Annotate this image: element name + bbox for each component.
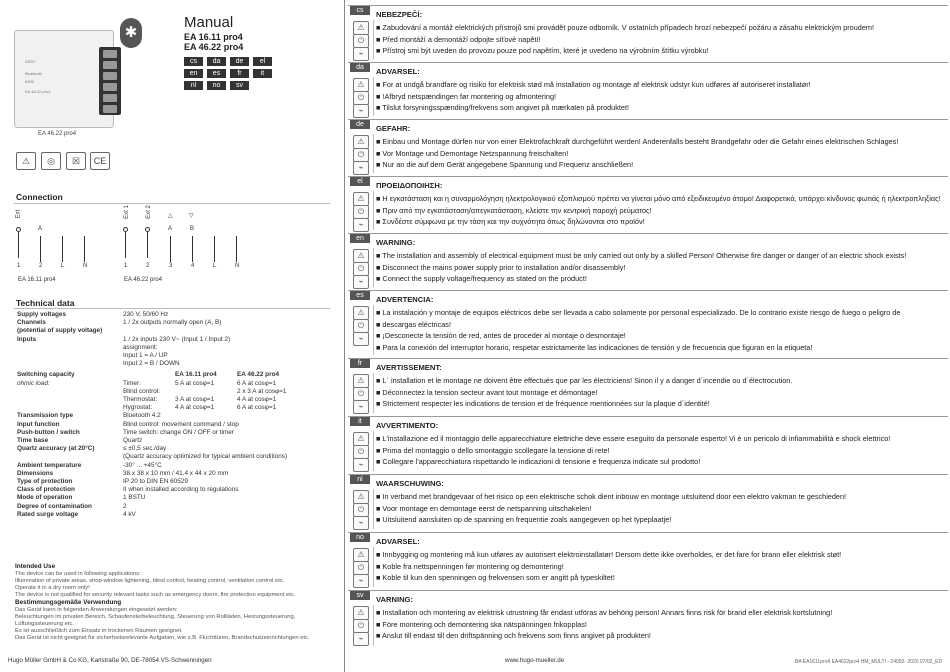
lang-tag: es xyxy=(207,69,226,78)
warning-line: ■ Einbau und Montage dürfen nur von einer Elektrofachkraft durchgeführt werden! Anderenfalls besteht Brandgefahr oder die Gefahr eines elektrischen Schlages! xyxy=(376,137,899,146)
warning-line: ■ Voor montage en demontage eerst de netspanning uitschakelen! xyxy=(376,503,592,513)
warning-line: ■ Para la conexión del interruptor horario, respetar estrictamente las indicaciones de tensión y de frecuencia que figuran en la etiqueta! xyxy=(376,342,813,352)
warning-line: ■ Installation och montering av elektrisk utrustning får endast utföras av behörig person! Annars finns risk för brand eller elektrisk kortslutning! xyxy=(376,608,833,617)
warning-line: ■ Anslut till endast till den driftspänning och frekvens som finns angivet på produkten! xyxy=(376,631,651,640)
device-label-bluetooth: Bluetooth xyxy=(25,71,42,76)
warning-line: ■ Före montering och demontering ska nätspänningen frikopplas! xyxy=(376,619,587,629)
warning-icon: ⚠ xyxy=(353,192,369,206)
warning-line: ■ Strictement respecter les indications de tension et de fréquence mentionnées sur la plaque d´identité! xyxy=(376,399,710,408)
lang-tag: no xyxy=(207,81,226,90)
unplug-icon: ⏻ xyxy=(353,445,369,459)
lang-tag: da xyxy=(207,57,226,66)
technical-data-title: Technical data xyxy=(16,298,75,308)
tech-row: Class of protection II when installed according to regulations xyxy=(17,486,239,494)
warning-title: NEBEZPEČÍ: xyxy=(376,10,422,19)
device-label-assi: ASSI xyxy=(25,79,35,84)
warning-line: ■ Uitsluitend aansluiten op de spanning en frequentie zoals aangegeven op het typeplaatje! xyxy=(376,515,672,524)
wire-label-ext2: Ext 2 xyxy=(145,205,152,219)
language-tag: de xyxy=(350,120,370,129)
wire-label-ext: Ext xyxy=(15,209,22,219)
tech-row: Dimensions 38 x 38 x 10 mm / 41.4 x 44 x 20 mm xyxy=(17,469,229,477)
approval-icon: ◎ xyxy=(41,152,61,170)
lang-tag: de xyxy=(230,57,249,66)
warning-section-sv xyxy=(348,590,948,649)
voltage-icon: ⌁ xyxy=(353,458,369,472)
section-divider xyxy=(373,191,374,230)
warning-line: ■ Vor Montage und Demontage Netzspannung freischalten! xyxy=(376,148,569,158)
device-label-model: EA 46.22 pro4 xyxy=(25,89,51,94)
warning-line: ■ Déconnectez la tension secteur avant tout montage et démontage! xyxy=(376,387,598,397)
tech-row: assignment: xyxy=(123,343,158,351)
unplug-icon: ⏻ xyxy=(353,319,369,333)
warning-line: ■ L'installazione ed il montaggio delle apparecchiature elettriche deve essere eseguito da personale esperto! Vi è un pericolo di infiammabilità e shock elettrico! xyxy=(376,434,891,443)
tech-row: Input function Blind control: movement command / stop xyxy=(17,420,239,428)
warning-icon: ⚠ xyxy=(353,432,369,446)
warning-line: ■ Tilslut forsyningsspænding/frekvens som angivet på mærkaten på produktet! xyxy=(376,103,630,112)
wire-label-b: B xyxy=(190,226,195,232)
switching-header: Switching capacity EA 16.11 pro4 EA 46.22 pro4 xyxy=(17,371,280,379)
warning-section-el xyxy=(348,176,948,233)
voltage-icon: ⌁ xyxy=(353,400,369,414)
terminal-num: 1 xyxy=(17,263,21,269)
tech-row: Inputs 1 / 2x inputs 230 V~ (Input 1 / Input 2) xyxy=(17,335,231,343)
warning-line: ■ La instalación y montaje de equipos eléctricos debe ser llevada a cabo solamente por personal especializado. De lo contrario existe riesgo de fuego o peligro de xyxy=(376,308,901,317)
unplug-icon: ⏻ xyxy=(353,619,369,633)
warning-section-cs xyxy=(348,5,948,62)
voltage-icon: ⌁ xyxy=(353,516,369,530)
wire-label-a: A xyxy=(168,226,173,232)
voltage-icon: ⌁ xyxy=(353,574,369,588)
unplug-icon: ⏻ xyxy=(353,503,369,517)
lang-tag: fr xyxy=(230,69,249,78)
left-column xyxy=(0,0,345,672)
section-divider xyxy=(373,431,374,471)
warning-section-fr xyxy=(348,358,948,416)
warning-title: AVVERTIMENTO: xyxy=(376,421,439,430)
language-tag: fr xyxy=(350,359,370,368)
language-tag: cs xyxy=(350,6,370,15)
wire-label-a: A xyxy=(38,226,43,232)
switching-row: Thermostat: 3 A at cosφ=1 4 A at cosφ=1 xyxy=(123,396,277,404)
tech-row: Time base Quartz xyxy=(17,437,143,445)
warning-line: ■ Collegare l'apparecchiatura rispettando le indicazioni di tensione e frequenza indicate sul prodotto! xyxy=(376,457,701,466)
warning-icon: ⚠ xyxy=(353,135,369,149)
unplug-icon: ⏻ xyxy=(353,561,369,575)
warning-line: ■ Innbygging og montering må kun utføres av autorisert elektroinstallatør! Dersom dette ikke overholdes, er det fare for brann eller elektrisk støt! xyxy=(376,550,842,559)
warning-icon: ⚠ xyxy=(353,249,369,263)
language-tag: sv xyxy=(350,591,370,600)
device-label-voltage: 230V~ xyxy=(25,59,37,64)
voltage-icon: ⌁ xyxy=(353,104,369,118)
tech-row: Rated surge voltage 4 kV xyxy=(17,510,136,518)
intended-use-de-title: Bestimmungsgemäße Verwendung xyxy=(15,599,122,606)
terminal-num: L xyxy=(213,263,217,269)
model-1: EA 16.11 pro4 xyxy=(184,32,243,42)
warning-icon: ⚠ xyxy=(16,152,36,170)
unplug-icon: ⏻ xyxy=(353,387,369,401)
warning-section-nl xyxy=(348,474,948,532)
warning-icon: ⚠ xyxy=(353,78,369,92)
warning-line: ■ Přístroj smi být uveden do provozu pouze pod napětím, které je uvedeno na výrobním štítku výrobku! xyxy=(376,46,709,55)
tech-row: Channels 1 / 2x outputs normally open (A, B) xyxy=(17,319,222,327)
lang-tag: sv xyxy=(230,81,249,90)
warning-icon: ⚠ xyxy=(353,374,369,388)
lang-tag: it xyxy=(253,69,272,78)
warning-title: ADVARSEL: xyxy=(376,67,420,76)
warning-line: ■ Prima del montaggio o dello smontaggio scollegare la tensione di rete! xyxy=(376,445,610,455)
document-code: BA EA1611pro4 EA4622pro4 HM_MULTI - 24092- 2020.07/02_ED xyxy=(795,659,943,665)
warning-title: ΠΡΟΕΙΔΟΠΟΙΗΣΗ: xyxy=(376,181,443,190)
unplug-icon: ⏻ xyxy=(353,34,369,48)
warning-section-it xyxy=(348,416,948,474)
voltage-icon: ⌁ xyxy=(353,218,369,232)
tech-row: Ambient temperature -30° ... +45°C xyxy=(17,461,162,469)
right-column xyxy=(346,0,950,672)
down-arrow-icon: ▽ xyxy=(189,213,194,219)
warning-line: ■ Συνδέστε σύμφωνα με την τάση και την συχνότητα όπως δηλώνονται στο προϊόν! xyxy=(376,217,645,226)
section-divider xyxy=(373,134,374,173)
page-title: Manual xyxy=(184,14,234,31)
warning-line: ■ For at undgå brandfare og risiko for elektrisk stød må installation og montage af elektrisk udstyr kun udføres af autoriseret installatør! xyxy=(376,80,811,89)
tech-row: Transmission type Bluetooth 4.2 xyxy=(17,412,161,420)
switching-row: ohmic load: Timer: 5 A at cosφ=1 6 A at cosφ=1 xyxy=(17,379,277,387)
voltage-icon: ⌁ xyxy=(353,632,369,646)
warning-line: ■ Koble til kun den spenningen og frekvensen som er angitt på typeskiltet! xyxy=(376,573,615,582)
tech-row: Push-button / switch Time switch: change ON / OFF or timer xyxy=(17,428,234,436)
voltage-icon: ⌁ xyxy=(353,332,369,346)
warning-title: WARNING: xyxy=(376,238,416,247)
warning-line: ■ Disconnect the mains power supply prior to installation and/or disassembly! xyxy=(376,262,626,272)
warning-line: ■ Connect the supply voltage/frequency as stated on the product! xyxy=(376,274,587,283)
warning-icon: ⚠ xyxy=(353,21,369,35)
warning-title: AVERTISSEMENT: xyxy=(376,363,442,372)
terminal-num: N xyxy=(83,263,88,269)
wire-label-ext1: Ext 1 xyxy=(123,205,130,219)
voltage-icon: ⌁ xyxy=(353,161,369,175)
divider xyxy=(14,308,330,309)
warning-section-es xyxy=(348,290,948,358)
tech-row: Supply voltages 230 V, 50/60 Hz xyxy=(17,311,169,318)
lang-tag: en xyxy=(184,69,203,78)
warning-line: ■ Η εγκατάσταση και η συναρμολόγηση ηλεκτρολογικού εξοπλισμού πρέπει να γίνεται μόνο από εξειδικευμένο άτομο! Διαφορετικά, υπάρχει κίνδυνος φωτιάς ή ηλεκτροπληξίας! xyxy=(376,194,941,203)
warning-icon: ⚠ xyxy=(353,306,369,320)
section-divider xyxy=(373,547,374,587)
warning-line: ■ !Afbryd netspændingen før montering og afmontering! xyxy=(376,91,557,101)
warning-title: ADVARSEL: xyxy=(376,537,420,546)
terminal-num: N xyxy=(235,263,240,269)
unplug-icon: ⏻ xyxy=(353,91,369,105)
warning-title: GEFAHR: xyxy=(376,124,411,133)
warning-line: ■ Nur an die auf dem Gerät angegebene Spannung und Frequenz anschließen! xyxy=(376,160,634,169)
tech-row: (Quartz accuracy optimized for typical ambient conditions) xyxy=(123,453,288,461)
warning-section-en xyxy=(348,233,948,290)
warning-icon: ⚠ xyxy=(353,548,369,562)
language-tags xyxy=(184,57,274,90)
company-address: Hugo Müller GmbH & Co KG, Karlstraße 90, DE-78054 VS-Schwenningen xyxy=(8,657,212,664)
warning-icon: ⚠ xyxy=(353,606,369,620)
warning-title: VARNING: xyxy=(376,595,413,604)
bluetooth-icon: ✱ xyxy=(120,18,142,48)
diagram-caption-2: EA 46.22 pro4 xyxy=(124,277,163,283)
section-divider xyxy=(373,77,374,116)
warning-line: ■ The installation and assembly of electrical equipment must be only carried out only by a skilled Person! Otherwise fire danger or danger of an electric shock exists! xyxy=(376,251,907,260)
terminal-num: 4 xyxy=(191,263,195,269)
voltage-icon: ⌁ xyxy=(353,275,369,289)
warning-line: ■ ¡Desconecte la tensión de red, antes de proceder al montaje o desmontaje! xyxy=(376,331,626,340)
lang-tag: nl xyxy=(184,81,203,90)
warning-line: ■ Zabudování a montáž elektrických přístrojů smi provádět pouze odborník. V ostatních případech hrozí nebezpečí požáru a zásahu elektrickým proudem! xyxy=(376,23,875,32)
warning-title: WAARSCHUWING: xyxy=(376,479,444,488)
section-divider xyxy=(373,305,374,355)
weee-icon: ☒ xyxy=(66,152,86,170)
device-image xyxy=(14,30,114,128)
language-tag: it xyxy=(350,417,370,426)
website-link[interactable]: www.hugo-mueller.de xyxy=(505,657,565,664)
voltage-icon: ⌁ xyxy=(353,47,369,61)
device-caption: EA 46.22 pro4 xyxy=(38,131,77,137)
tech-row: (potential of supply voltage) xyxy=(17,327,103,335)
terminal-num: L xyxy=(61,263,65,269)
terminal-num: 1 xyxy=(124,263,128,269)
technical-data-table xyxy=(17,311,337,519)
warning-line: ■ descargas eléctricas! xyxy=(376,319,451,329)
section-divider xyxy=(373,605,374,646)
language-tag: da xyxy=(350,63,370,72)
terminal-num: 2 xyxy=(146,263,150,269)
tech-row: Input 2 = B / DOWN xyxy=(123,360,180,368)
section-divider xyxy=(373,248,374,287)
tech-row: Quartz accuracy (at 20°C) ≤ ±0,5 sec./day xyxy=(17,445,167,453)
model-2: EA 46.22 pro4 xyxy=(184,42,244,52)
language-tag: en xyxy=(350,234,370,243)
language-tag: es xyxy=(350,291,370,300)
intended-use: Intended Use The device can be used in following applications: Illumination of private areas, shop-window lightening, blind control, heating control, ventilation control etc. Operate it in a dry room only! The device is not qualified for security relevant tasks such as emergency doors, fire protection equipment etc. Bestimmungsgemäße Verwendung Das Gerät kann in folgenden Anwendungen eingesetzt werden: Beleuchtungen im privaten Bereich, Schaufensterbeleuchtung, Steuerung von Rollläden, Heizungssteuerung, Lüftungssteuerung etc. Es ist ausschließlich zum Einsatz in trockenen Räumen geeignet. Das Gerät ist nicht geeignet für sicherheitsrelevante Aufgaben, wie z.B. Fluchttüren, Brandschutzeinrichtungen etc. xyxy=(15,563,310,641)
tech-row: Degree of contamination 2 xyxy=(17,502,127,510)
terminal-num: 3 xyxy=(169,263,173,269)
warning-icon: ⚠ xyxy=(353,490,369,504)
tech-row: Type of protection IP 20 to DIN EN 60529 xyxy=(17,478,188,486)
tech-row: Input 1 = A / UP xyxy=(123,352,168,360)
language-tag: el xyxy=(350,177,370,186)
diagram-caption-1: EA 16.11 pro4 xyxy=(18,277,56,283)
lang-tag: el xyxy=(253,57,272,66)
up-arrow-icon: △ xyxy=(168,213,173,219)
unplug-icon: ⏻ xyxy=(353,148,369,162)
divider xyxy=(14,203,330,204)
warning-line: ■ In verband met brandgevaar of het risico op een elektrische schok dient inbouw en montage uitsluitend door een elektro vakman te geschieden! xyxy=(376,492,847,501)
ce-icon: CE xyxy=(90,152,110,170)
warning-line: ■ Před montáží a demontáží odpojte síťové napětí! xyxy=(376,34,541,44)
intended-use-title: Intended Use xyxy=(15,563,56,570)
language-tag: nl xyxy=(350,475,370,484)
section-divider xyxy=(373,489,374,529)
warning-line: ■ L´ installation et le montage ne doivent être effectués que par les électriciens! Sinon il y a danger d´incendie ou d´électrocution. xyxy=(376,376,793,385)
section-divider xyxy=(373,373,374,413)
connection-title: Connection xyxy=(16,192,63,202)
unplug-icon: ⏻ xyxy=(353,205,369,219)
switching-row: Blind control: 2 x 3 A at cosφ=1 xyxy=(123,387,287,395)
terminal-block xyxy=(99,47,121,115)
unplug-icon: ⏻ xyxy=(353,262,369,276)
switching-row: Hygrostat: 4 A at cosφ=1 6 A at cosφ=1 xyxy=(123,404,277,412)
tech-row: Mode of operation 1 BSTU xyxy=(17,494,146,502)
warning-section-da xyxy=(348,62,948,119)
lang-tag: cs xyxy=(184,57,203,66)
warning-section-no xyxy=(348,532,948,590)
language-tag: no xyxy=(350,533,370,542)
warning-line: ■ Koble fra nettspenningen før montering og demontering! xyxy=(376,561,564,571)
warning-title: ADVERTENCIA: xyxy=(376,295,434,304)
section-divider xyxy=(373,20,374,59)
terminal-num: 2 xyxy=(39,263,43,269)
warning-line: ■ Πριν από την εγκατάσταση/απεγκατάσταση, κλείστε την κεντρική παροχή ρεύματος! xyxy=(376,205,652,215)
warning-section-de xyxy=(348,119,948,176)
